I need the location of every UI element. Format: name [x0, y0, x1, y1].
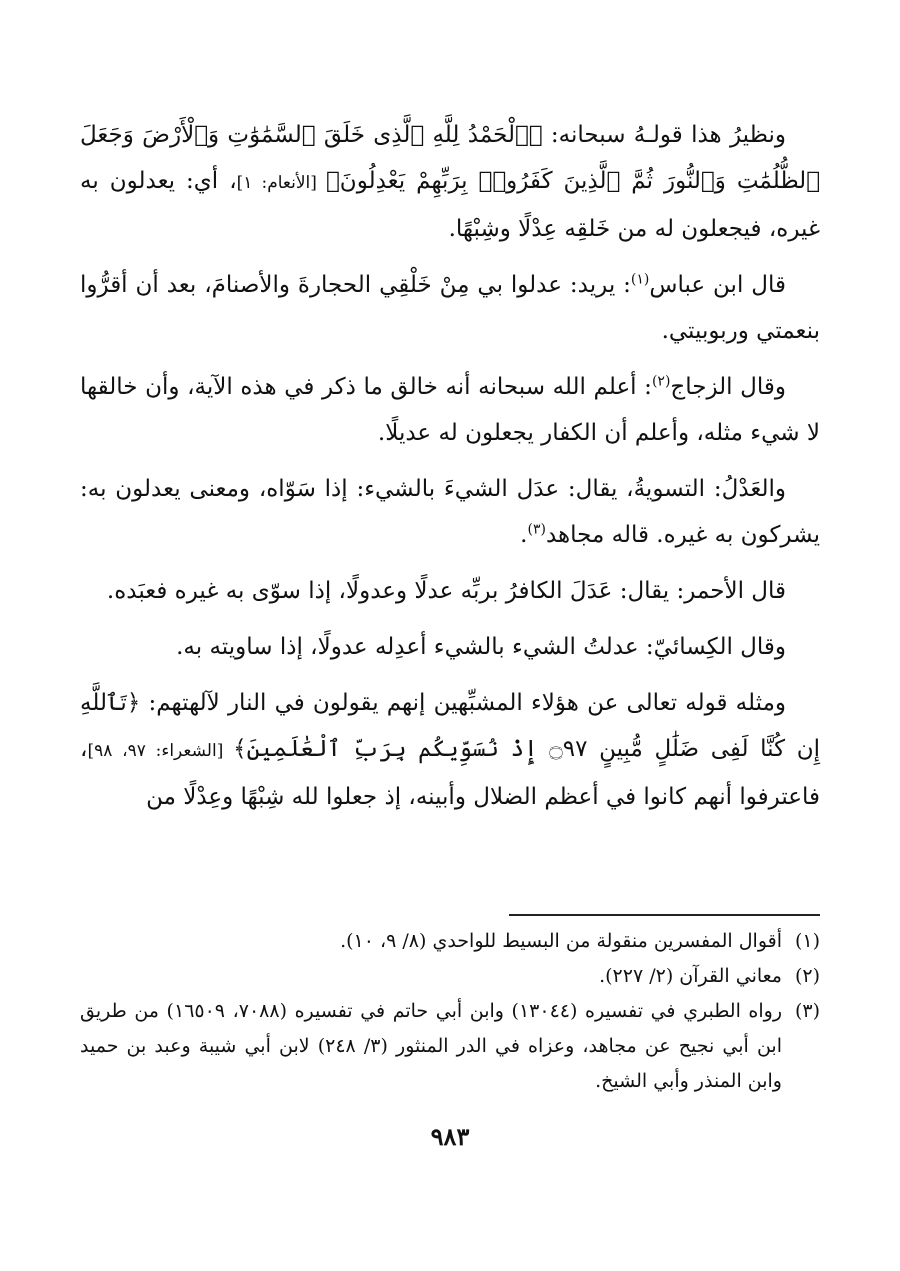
paragraph-2-tail: : يريد: عدلوا بي مِنْ خَلْقِي الحجارةَ والأصنامَ، بعد أن أقرُّوا بنعمتي وربوبيتي.	[80, 272, 820, 344]
paragraph-6-text: وقال الكِسائيّ: عدلتُ الشيء بالشيء أعدِله عدولًا، إذا ساويته به.	[176, 634, 786, 660]
paragraph-2	[80, 262, 820, 354]
paragraph-4	[80, 466, 820, 558]
footnote-text: أقوال المفسرين منقولة من البسيط للواحدي (٨/ ٩، ١٠).	[340, 930, 782, 952]
quran-verse-anam: ﴿ٱلْحَمْدُ لِلَّهِ ٱلَّذِى خَلَقَ ٱلسَّمَٰوَٰتِ وَٱلْأَرْضَ وَجَعَلَ ٱلظُّلُمَٰتِ وَٱلنُّورَ ثُمَّ ٱلَّذِينَ كَفَرُوا۟ بِرَبِّهِمْ يَعْدِلُونَ﴾	[80, 122, 820, 194]
paragraph-1-lead: ونظيرُ هذا قولـهُ سبحانه:	[542, 122, 786, 148]
paragraph-6	[80, 624, 820, 670]
footnote-number: (١)	[794, 930, 820, 952]
paragraph-1	[80, 112, 820, 252]
footnote-3	[80, 994, 820, 1099]
paragraph-3	[80, 364, 820, 456]
paragraph-5-text: قال الأحمر: يقال: عَدَلَ الكافرُ بربِّه عدلًا وعدولًا، إذا سوّى به غيره فعبَده.	[106, 578, 786, 604]
paragraph-1-tail: ، أي: يعدلون به غيره، فيجعلون له من خَلقِه عِدْلًا وشِبْهًا.	[80, 168, 820, 242]
paragraph-4-lead: والعَدْلُ: التسويةُ، يقال: عدَل الشيءَ بالشيء: إذا سَوّاه، ومعنى يعدلون به: يشركون به غيره. قاله مجاهد	[80, 476, 820, 548]
footnote-text: معاني القرآن (٢/ ٢٢٧).	[599, 965, 782, 987]
paragraph-3-tail: : أعلم الله سبحانه أنه خالق ما ذكر في هذه الآية، وأن خالقها لا شيء مثله، وأعلم أن الكفار يجعلون له عديلًا.	[80, 374, 820, 446]
page-number: ٩٨٣	[430, 1122, 470, 1151]
quran-verse-shuara: ﴿تَٱللَّهِ إِن كُنَّا لَفِى ضَلَٰلٍ مُّبِينٍ ۝٩٧ إِذْ نُسَوِّيكُم بِرَبِّ ٱلْعَٰلَمِينَ﴾	[80, 690, 821, 762]
footnote-divider	[509, 914, 820, 916]
footnote-number: (٢)	[794, 965, 820, 987]
footnote-marker-3: (٣)	[527, 521, 546, 538]
paragraph-7-lead: ومثله قوله تعالى عن هؤلاء المشبِّهين إنهم يقولون في النار لآلهتهم:	[140, 690, 786, 716]
paragraph-5	[80, 568, 820, 614]
paragraph-7-tail: ، فاعترفوا أنهم كانوا في أعظم الضلال وأبينه، إذ جعلوا لله شِبْهًا وعِدْلًا من	[80, 736, 820, 810]
footnote-marker-2: (٢)	[651, 373, 671, 390]
footnote-2	[80, 959, 820, 994]
footnote-text: رواه الطبري في تفسيره (١٣٠٤٤) وابن أبي حاتم في تفسيره (٧٠٨٨، ١٦٥٠٩) من طريق ابن أبي نجيح عن مجاهد، وعزاه في الدر المنثور (٣/ ٢٤٨) لابن أبي شيبة وعبد بن حميد وابن المنذر وأبي الشيخ.	[80, 1000, 783, 1092]
footnotes	[80, 924, 820, 1099]
paragraph-2-lead: قال ابن عباس	[649, 272, 786, 298]
paragraph-7	[80, 680, 820, 820]
footnote-number: (٣)	[794, 1000, 820, 1022]
footnote-marker-1: (١)	[630, 271, 650, 288]
paragraph-3-lead: وقال الزجاج	[670, 374, 786, 400]
verse-reference-anam: [الأنعام: ١]	[236, 173, 326, 193]
main-text	[80, 112, 820, 830]
verse-reference-shuara: [الشعراء: ٩٧، ٩٨]	[87, 741, 234, 761]
paragraph-4-tail: .	[520, 522, 528, 548]
footnote-1	[80, 924, 820, 959]
